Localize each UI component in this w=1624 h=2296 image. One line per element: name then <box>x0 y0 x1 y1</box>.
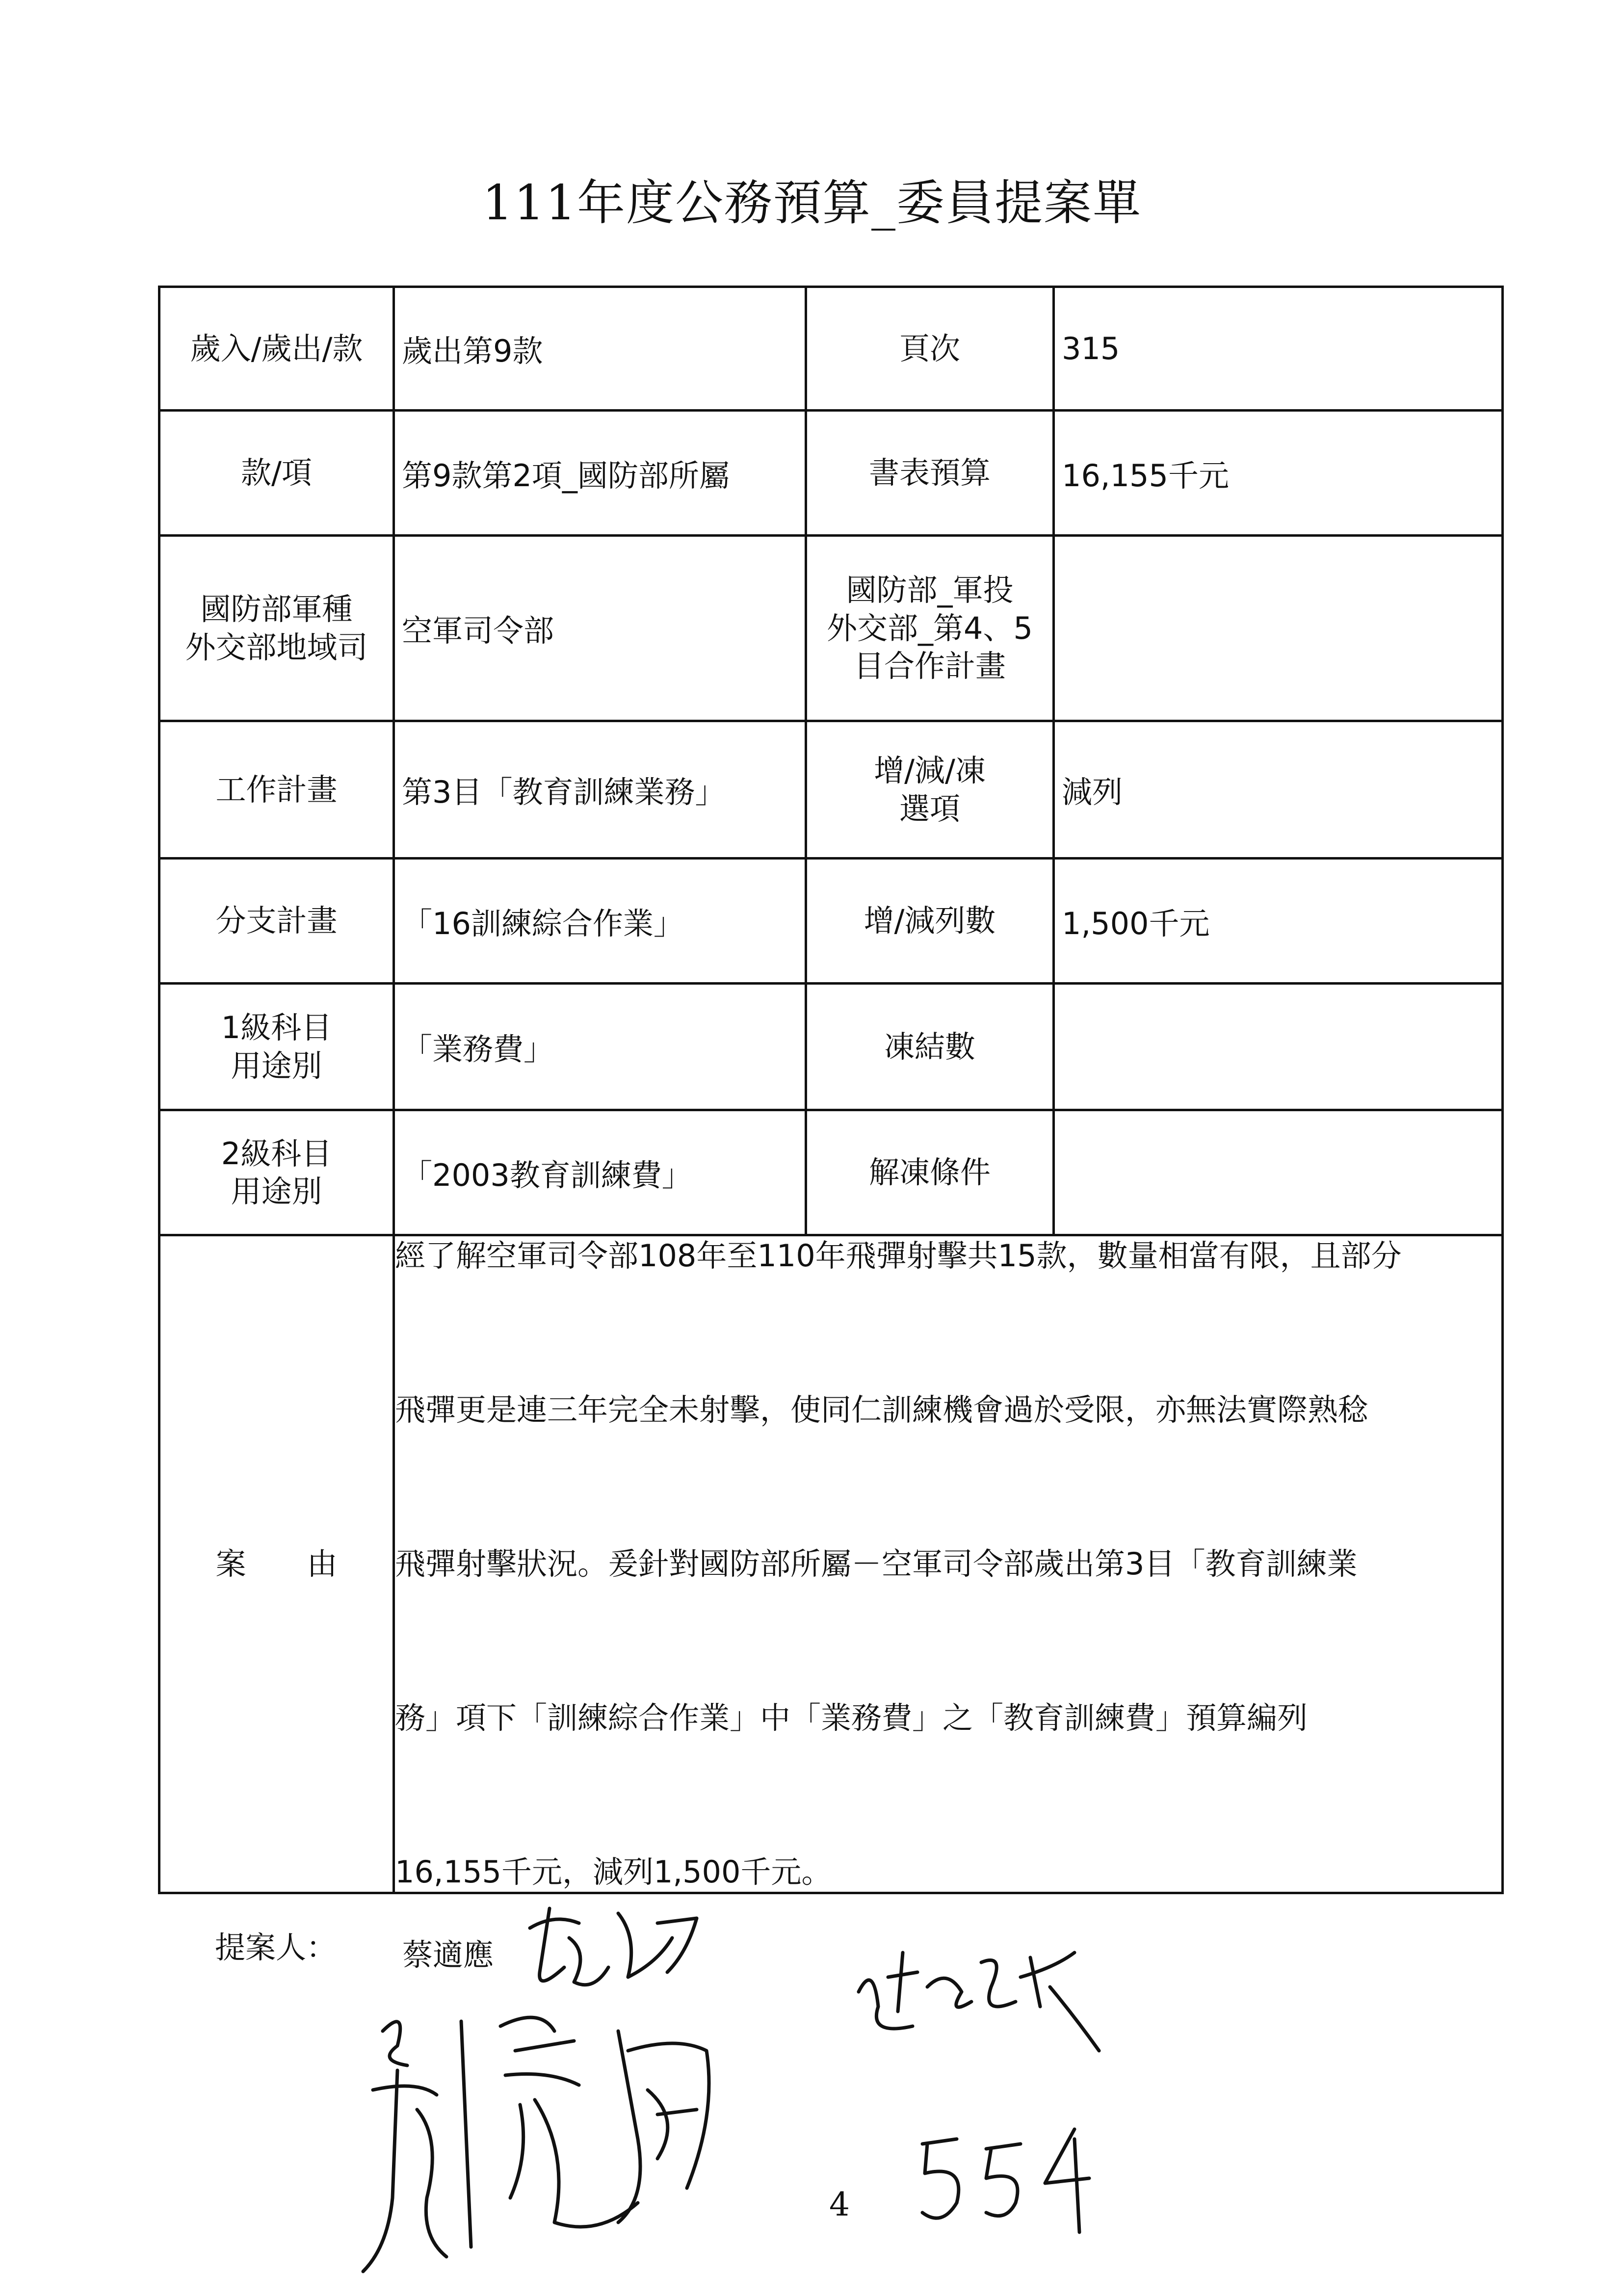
proposal-form-table <box>158 286 1504 1894</box>
page-number: 4 <box>829 2186 850 2223</box>
reason-row <box>159 1235 1503 1893</box>
reason-line: 經了解空軍司令部108年至110年飛彈射擊共15款，數量相當有限，且部分 <box>395 1238 1402 1274</box>
handwritten-number-554 <box>913 2110 1109 2237</box>
field-value <box>1054 984 1503 1110</box>
table-row <box>159 984 1503 1110</box>
field-value: 第9款第2項_國防部所屬 <box>394 411 806 536</box>
signature-3 <box>343 1992 765 2286</box>
reason-line: 飛彈射擊狀況。爰針對國防部所屬－空軍司令部歲出第3目「教育訓練業 <box>395 1546 1358 1582</box>
field-value: 「16訓練綜合作業」 <box>394 859 806 984</box>
field-value: 歲出第9款 <box>394 287 806 411</box>
field-label: 1級科目 用途別 <box>159 984 394 1110</box>
proposer-name: 蔡適應 <box>402 1937 494 1973</box>
field-label: 凍結數 <box>806 984 1054 1110</box>
table-row <box>159 859 1503 984</box>
page-title: 111年度公務預算_委員提案單 <box>482 175 1142 231</box>
reason-line: 飛彈更是連三年完全未射擊，使同仁訓練機會過於受限，亦無法實際熟稔 <box>395 1392 1369 1428</box>
field-label: 國防部軍種 外交部地域司 <box>159 536 394 721</box>
reason-text <box>394 1235 1503 1893</box>
field-value <box>1054 1110 1503 1235</box>
field-value: 「2003教育訓練費」 <box>394 1110 806 1235</box>
table-row <box>159 411 1503 536</box>
field-label: 2級科目 用途別 <box>159 1110 394 1235</box>
field-label: 工作計畫 <box>159 721 394 859</box>
field-label: 頁次 <box>806 287 1054 411</box>
field-value: 16,155千元 <box>1054 411 1503 536</box>
field-label: 增/減列數 <box>806 859 1054 984</box>
field-label: 歲入/歲出/款 <box>159 287 394 411</box>
signature-2 <box>844 1933 1119 2061</box>
reason-line: 務」項下「訓練綜合作業」中「業務費」之「教育訓練費」預算編列 <box>395 1700 1308 1736</box>
field-value <box>1054 536 1503 721</box>
field-label: 解凍條件 <box>806 1110 1054 1235</box>
field-value: 減列 <box>1054 721 1503 859</box>
field-label: 款/項 <box>159 411 394 536</box>
table-row <box>159 536 1503 721</box>
field-value: 「業務費」 <box>394 984 806 1110</box>
table-row <box>159 1110 1503 1235</box>
field-value: 空軍司令部 <box>394 536 806 721</box>
reason-label: 案 由 <box>159 1235 394 1893</box>
field-label: 書表預算 <box>806 411 1054 536</box>
field-label: 分支計畫 <box>159 859 394 984</box>
table-row <box>159 721 1503 859</box>
proposer-label: 提案人： <box>215 1930 337 1965</box>
field-label: 國防部_軍投 外交部_第4、5 目合作計畫 <box>806 536 1054 721</box>
table-row <box>159 287 1503 411</box>
field-value: 315 <box>1054 287 1503 411</box>
field-value: 第3目「教育訓練業務」 <box>394 721 806 859</box>
reason-line: 16,155千元，減列1,500千元。 <box>395 1854 832 1890</box>
field-value: 1,500千元 <box>1054 859 1503 984</box>
field-label: 增/減/凍 選項 <box>806 721 1054 859</box>
